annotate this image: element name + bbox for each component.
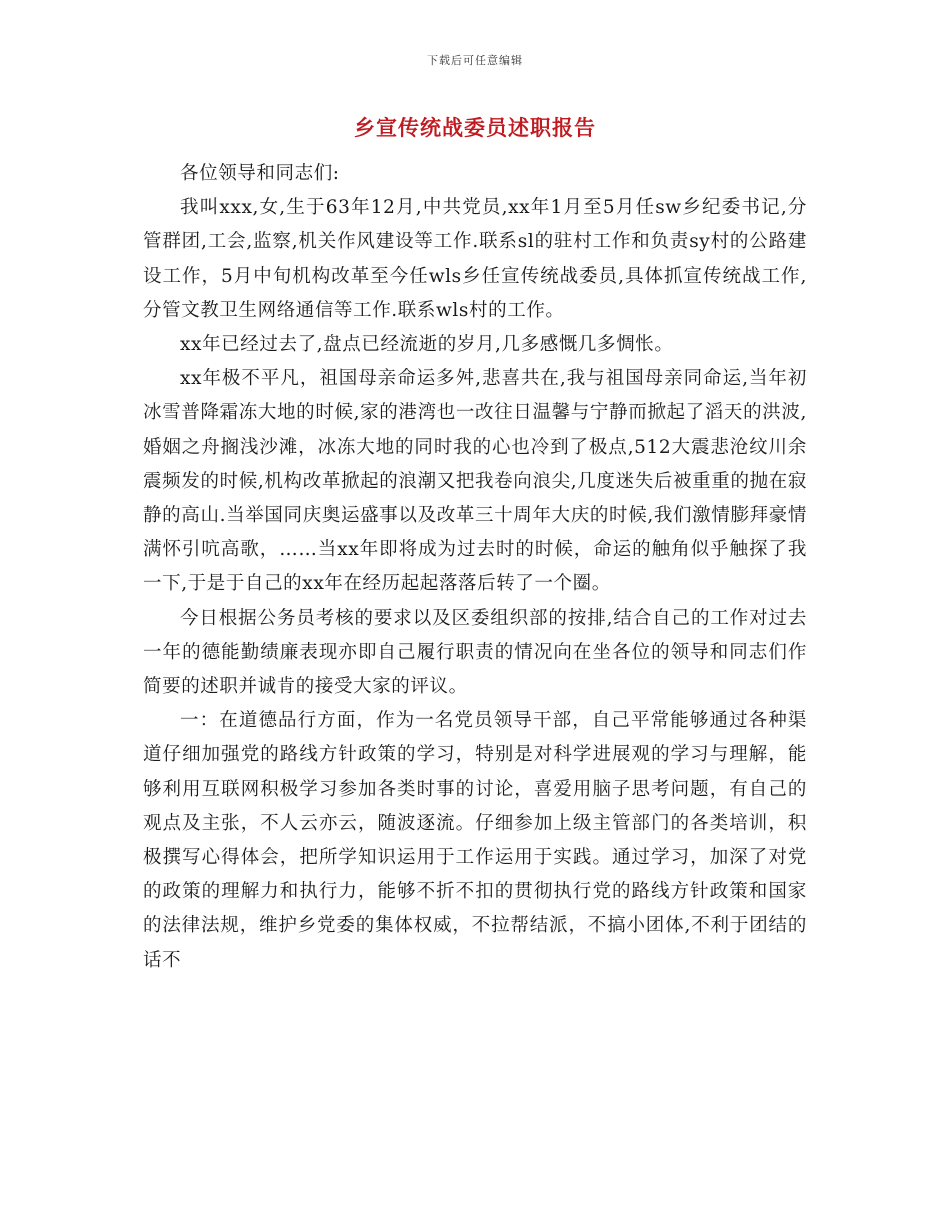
paragraph: xx年已经过去了,盘点已经流逝的岁月,几多感慨几多惆怅。 bbox=[180, 334, 674, 356]
paragraph: xx年极不平凡，祖国母亲命运多舛,悲喜共在,我与祖国母亲同命运,当年初冰雪普降霜冻大地的时候,家的港湾也一改往日温馨与宁静而掀起了滔天的洪波,婚姻之舟搁浅沙滩，冰冻大地的同时我的心也冷到了极点,512大震悲沧纹川余震频发的时候,机构改革掀起的浪潮又把我卷向浪尖,几度迷失后被重重的抛在寂静的高山.当举国同庆奥运盛事以及改革三十周年大庆的时候,我们激情膨拜豪情满怀引吭高歌，……当xx年即将成为过去时的时候，命运的触角似乎触探了我一下,于是于自己的xx年在经历起起落落后转了一个圈。 bbox=[143, 368, 807, 595]
paragraph: 一：在道德品行方面，作为一名党员领导干部，自己平常能够通过各种渠道仔细加强党的路线方针政策的学习，特别是对科学进展观的学习与理解，能够利用互联网积极学习参加各类时事的讨论，喜爱用脑子思考问题，有自己的观点及主张，不人云亦云，随波逐流。仔细参加上级主管部门的各类培训，积极撰写心得体会，把所学知识运用于工作运用于实践。通过学习，加深了对党的政策的理解力和执行力，能够不折不扣的贯彻执行党的路线方针政策和国家的法律法规，维护乡党委的集体权威，不拉帮结派，不搞小团体,不利于团结的话不 bbox=[143, 710, 807, 971]
paragraph: 我叫xxx,女,生于63年12月,中共党员,xx年1月至5月任sw乡纪委书记,分管群团,工会,监察,机关作风建设等工作.联系sl的驻村工作和负责sy村的公路建设工作，5月中旬机构改革至今任wls乡任宣传统战委员,具体抓宣传统战工作,分管文教卫生网络通信等工作.联系wls村的工作。 bbox=[143, 197, 807, 321]
header-note: 下载后可任意编辑 bbox=[427, 54, 523, 67]
document-body bbox=[143, 157, 807, 978]
salutation: 各位领导和同志们: bbox=[180, 163, 340, 184]
document-title: 乡宣传统战委员述职报告 bbox=[354, 115, 596, 140]
paragraph: 今日根据公务员考核的要求以及区委组织部的按排,结合自己的工作对过去一年的德能勤绩廉表现亦即自己履行职责的情况向在坐各位的领导和同志们作简要的述职并诚肯的接受大家的评议。 bbox=[143, 607, 807, 698]
